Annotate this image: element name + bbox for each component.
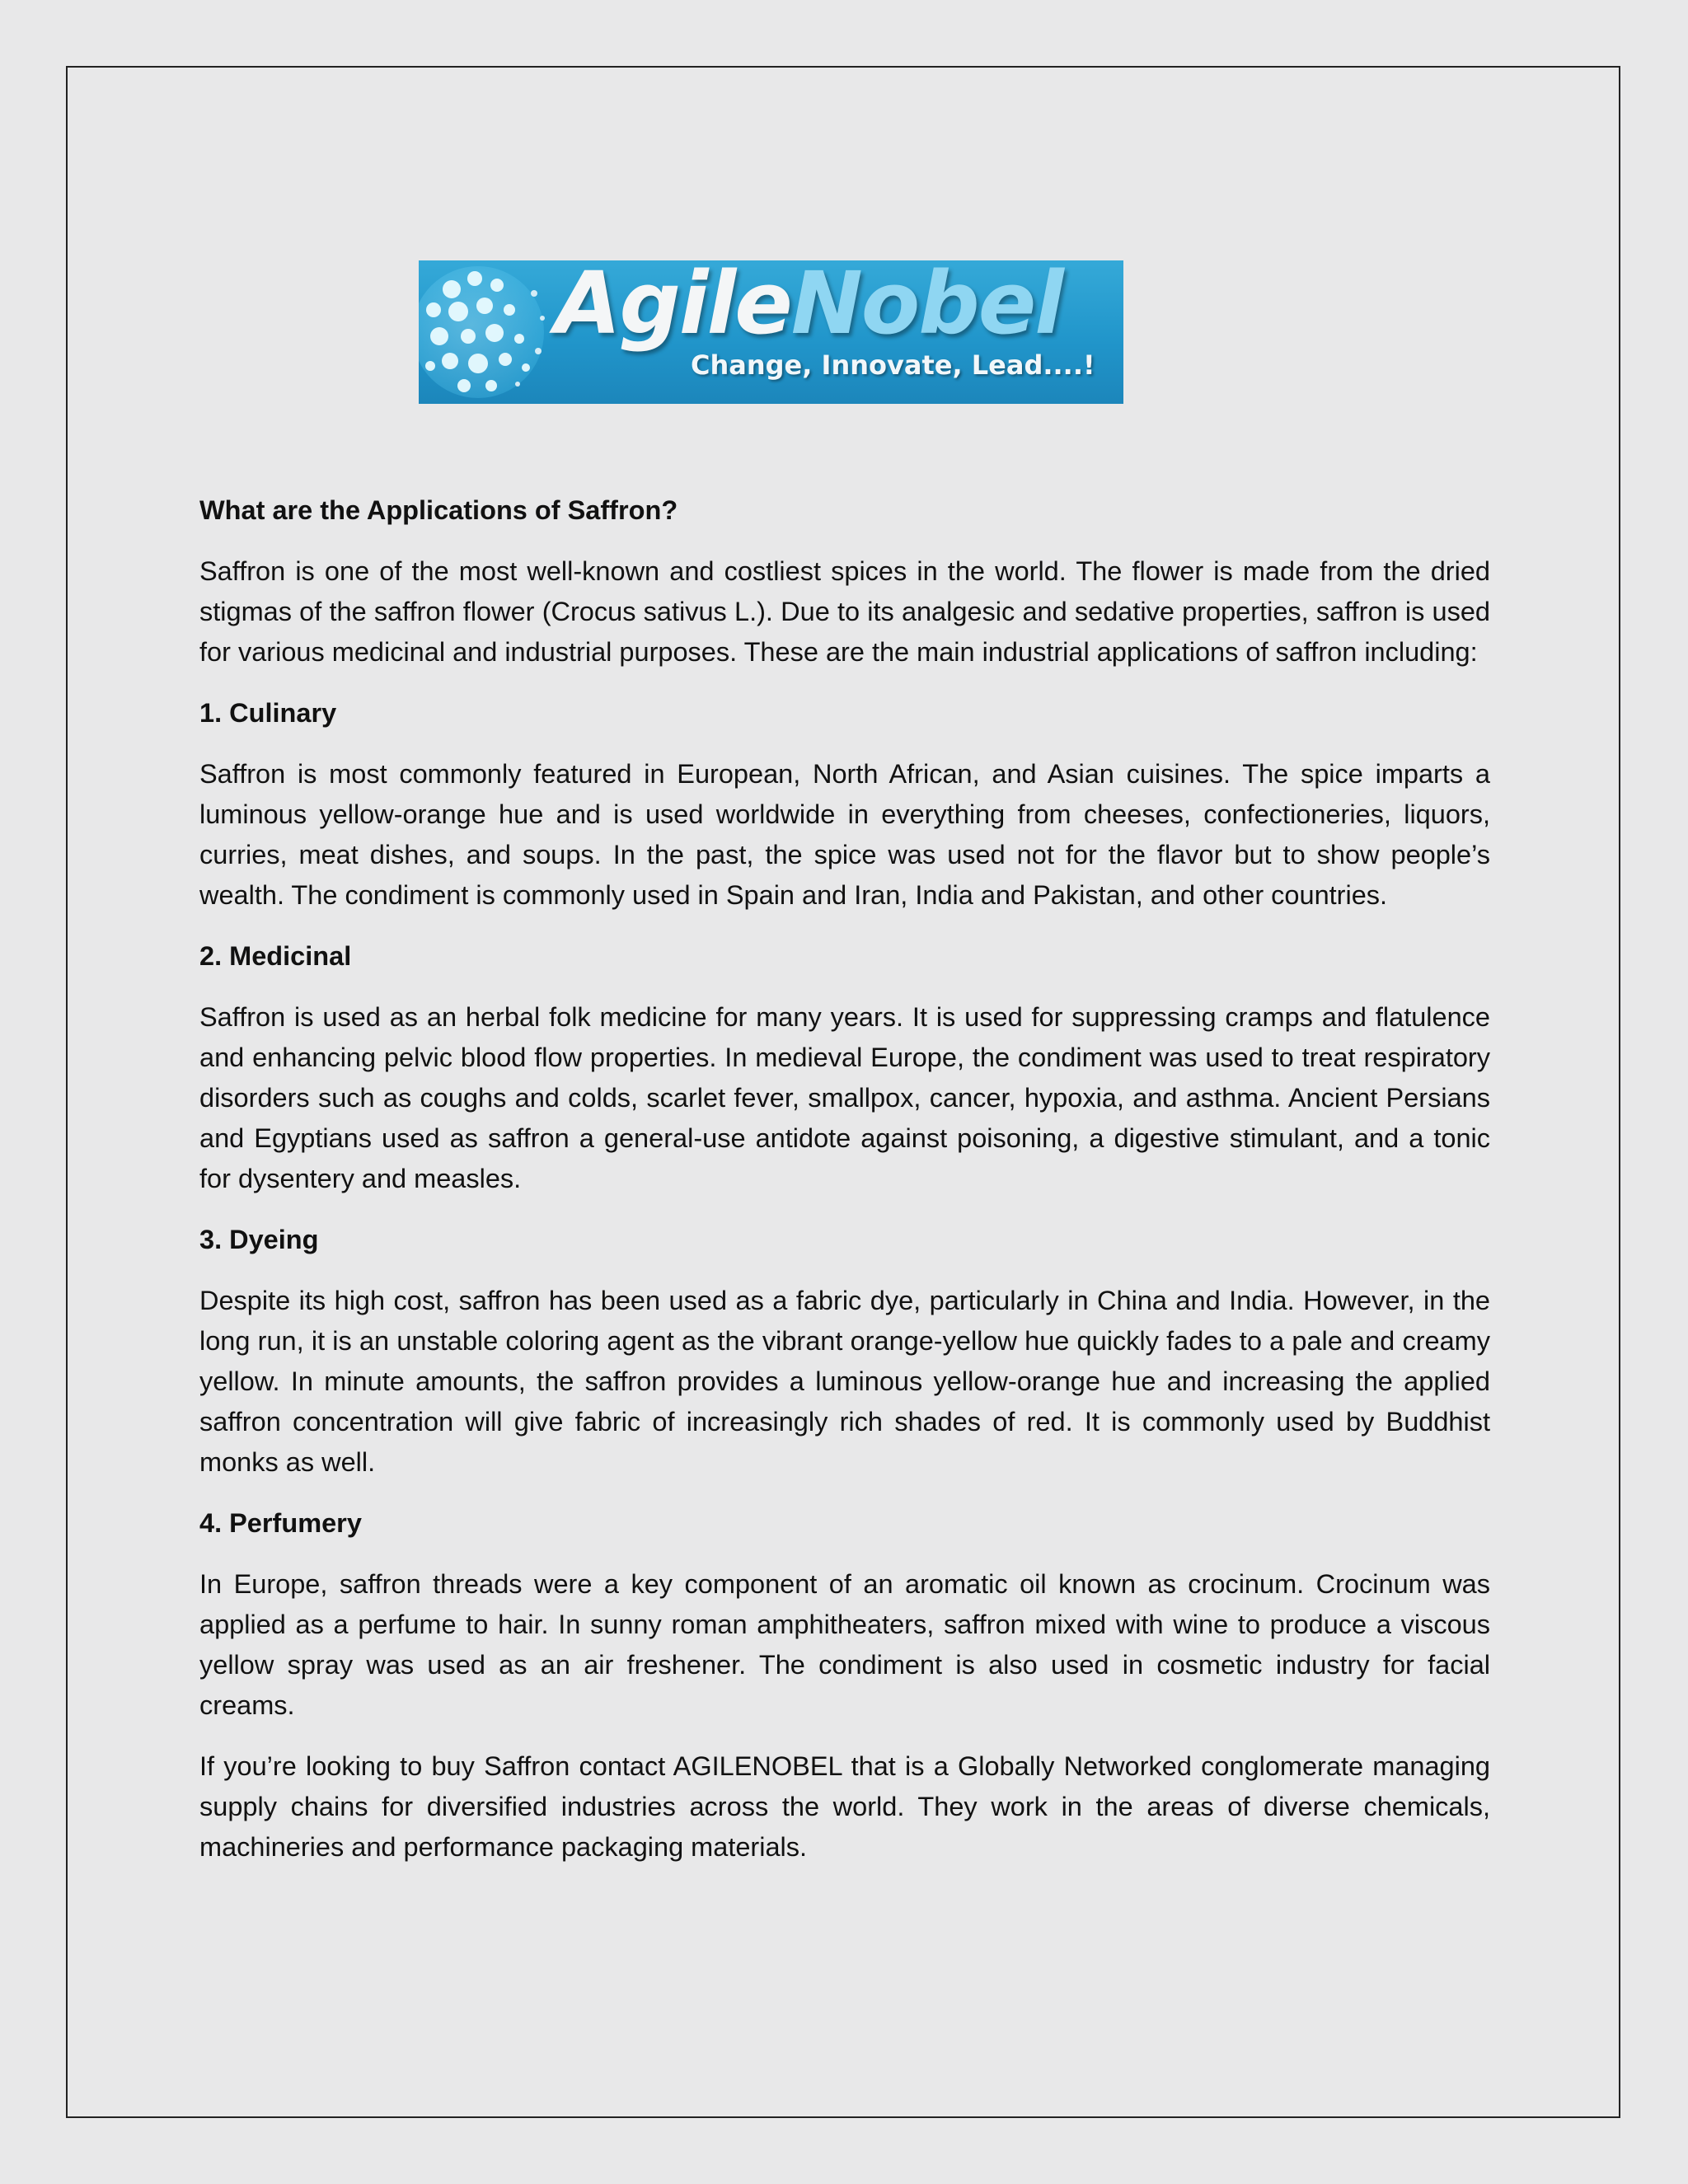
agilenobel-logo bbox=[419, 260, 1123, 404]
article-body bbox=[199, 490, 1490, 1888]
globe-icon bbox=[419, 260, 559, 404]
section-body-culinary: Saffron is most commonly featured in European, North African, and Asian cuisines. The spice imparts a luminous yellow-orange hue and is used worldwide in everything from cheeses, confectioneries, liquors, curries, meat dishes, and soups. In the past, the spice was used not for the flavor but to show people’s wealth. The condiment is commonly used in Spain and Iran, India and Pakistan, and other countries. bbox=[199, 759, 1490, 910]
section-body-medicinal: Saffron is used as an herbal folk medicine for many years. It is used for suppressing cramps and flatulence and enhancing pelvic blood flow properties. In medieval Europe, the condiment was used to treat respiratory disorders such as coughs and colds, scarlet fever, smallpox, cancer, hypoxia, and asthma. Ancient Persians and Egyptians used as saffron a general-use antidote against poisoning, a digestive stimulant, and a tonic for dysentery and measles. bbox=[199, 1002, 1490, 1193]
section-body-perfumery: In Europe, saffron threads were a key component of an aromatic oil known as crocinum. Crocinum was applied as a perfume to hair. In sunny roman amphitheaters, saffron mixed with wine to produce a viscous yellow spray was used as an air freshener. The condiment is also used in cosmetic industry for facial creams. bbox=[199, 1569, 1490, 1720]
closing-paragraph: If you’re looking to buy Saffron contact AGILENOBEL that is a Globally Networked conglomerate managing supply chains for diversified industries across the world. They work in the areas of diverse chemicals, machineries and performance packaging materials. bbox=[199, 1751, 1490, 1862]
intro-paragraph: Saffron is one of the most well-known and costliest spices in the world. The flower is made from the dried stigmas of the saffron flower (Crocus sativus L.). Due to its analgesic and sedative properties, saffron is used for various medicinal and industrial purposes. These are the main industrial applications of saffron including: bbox=[199, 556, 1490, 667]
section-heading-culinary: 1. Culinary bbox=[199, 698, 337, 728]
logo-tagline: Change, Innovate, Lead....! bbox=[691, 349, 1095, 381]
section-body-dyeing: Despite its high cost, saffron has been used as a fabric dye, particularly in China and India. However, in the long run, it is an unstable coloring agent as the vibrant orange-yellow hue quickly fades to a pale and creamy yellow. In minute amounts, the saffron provides a luminous yellow-orange hue and increasing the applied saffron concentration will give fabric of increasingly rich shades of red. It is commonly used by Buddhist monks as well. bbox=[199, 1286, 1490, 1477]
section-heading-medicinal: 2. Medicinal bbox=[199, 941, 352, 971]
logo-word-nobel: Nobel bbox=[790, 260, 1062, 354]
logo-wordmark bbox=[555, 260, 1062, 354]
article-title: What are the Applications of Saffron? bbox=[199, 495, 678, 525]
section-heading-perfumery: 4. Perfumery bbox=[199, 1508, 362, 1538]
section-heading-dyeing: 3. Dyeing bbox=[199, 1225, 319, 1254]
logo-word-agile: Agile bbox=[555, 260, 791, 354]
